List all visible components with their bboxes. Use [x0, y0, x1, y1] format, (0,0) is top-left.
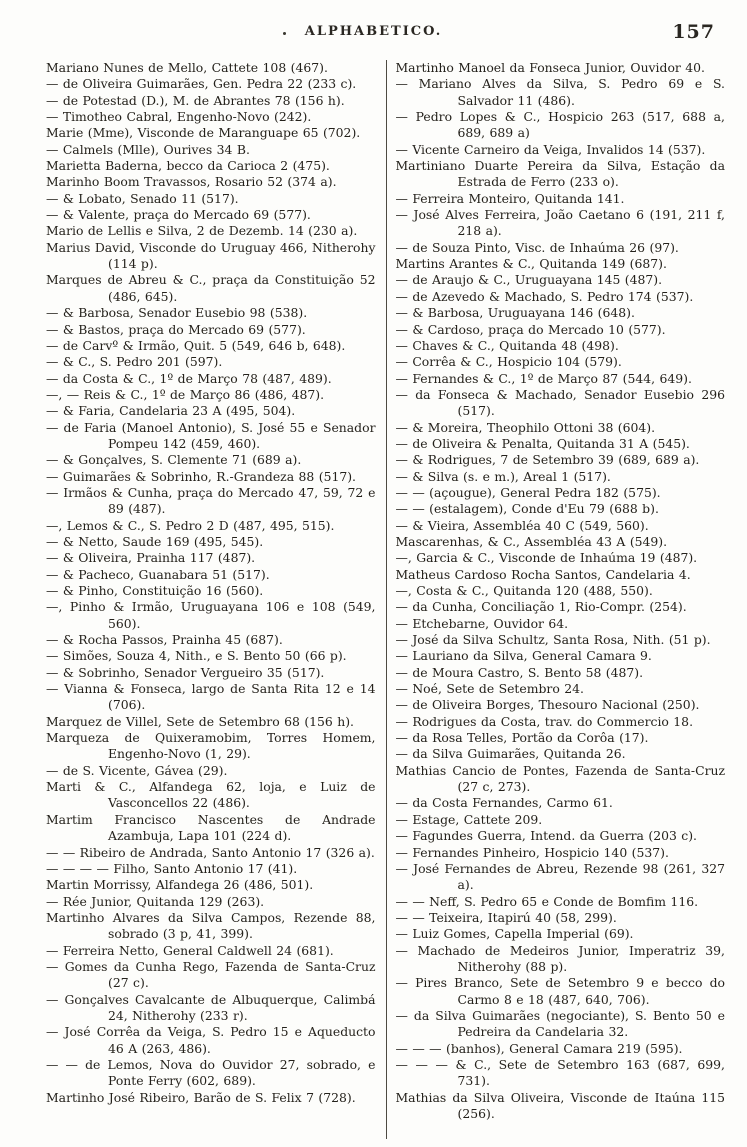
directory-entry: — & Moreira, Theophilo Ottoni 38 (604).	[395, 419, 656, 435]
directory-entry: — Pedro Lopes & C., Hospicio 263 (517, 688 a, 689, 689 a)	[395, 109, 725, 141]
directory-entry: Marietta Baderna, becco da Carioca 2 (475).	[46, 158, 330, 174]
directory-entry: — — Teixeira, Itapirú 40 (58, 299).	[395, 909, 617, 925]
directory-entry: — & Rocha Passos, Prainha 45 (687).	[46, 632, 283, 648]
directory-entry: — de Faria (Manoel Antonio), S. José 55 e Senador Pompeu 142 (459, 460).	[46, 419, 376, 451]
directory-entry: — Rée Junior, Quitanda 129 (263).	[46, 893, 265, 909]
directory-entry: — Ferreira Monteiro, Quitanda 141.	[395, 190, 625, 206]
directory-entry: — Fagundes Guerra, Intend. da Guerra (203 c).	[395, 828, 697, 844]
directory-entry: Marinho Boom Travassos, Rosario 52 (374 a).	[46, 174, 337, 190]
directory-entry: — Ferreira Netto, General Caldwell 24 (681).	[46, 942, 334, 958]
directory-column-left	[46, 60, 386, 1139]
directory-column-right	[386, 60, 726, 1139]
directory-entry: — — — & C., Sete de Setembro 163 (687, 699, 731).	[395, 1056, 725, 1089]
directory-entry: — José Alves Ferreira, João Caetano 6 (191, 211 f, 218 a).	[395, 207, 725, 239]
directory-entry: — & Oliveira, Prainha 117 (487).	[46, 550, 256, 566]
directory-entry: Martinho Alvares da Silva Campos, Rezende 88, sobrado (3 p, 41, 399).	[46, 909, 376, 942]
directory-entry: — & Bastos, praça do Mercado 69 (577).	[46, 321, 306, 337]
directory-entry: — Vianna & Fonseca, largo de Santa Rita 12 e 14 (706).	[46, 681, 376, 713]
directory-entry: — — de Lemos, Nova do Ouvidor 27, sobrado, e Ponte Ferry (602, 689).	[46, 1056, 376, 1089]
directory-entry: — & C., S. Pedro 201 (597).	[46, 354, 223, 370]
directory-entry: — & Cardoso, praça do Mercado 10 (577).	[395, 321, 666, 337]
directory-entry: — & Sobrinho, Senador Vergueiro 35 (517).	[46, 664, 325, 680]
directory-entry: — Fernandes Pinheiro, Hospicio 140 (537).	[395, 844, 669, 860]
directory-entry: — Guimarães & Sobrinho, R.-Grandeza 88 (517).	[46, 468, 357, 484]
directory-entry: Martinho Manoel da Fonseca Junior, Ouvidor 40.	[395, 60, 705, 75]
directory-entry: — Chaves & C., Quitanda 48 (498).	[395, 337, 619, 353]
directory-entry: — & Barbosa, Uruguayana 146 (648).	[395, 305, 635, 321]
directory-entry: — da Fonseca & Machado, Senador Eusebio 296 (517).	[395, 386, 725, 419]
directory-entry: —, Pinho & Irmão, Uruguayana 106 e 108 (549, 560).	[46, 599, 376, 631]
directory-entry: — José da Silva Schultz, Santa Rosa, Nith. (51 p).	[395, 632, 711, 648]
directory-entry: — José Corrêa da Veiga, S. Pedro 15 e Aqueducto 46 A (263, 486).	[46, 1024, 376, 1056]
directory-entry: Marius David, Visconde do Uruguay 466, Nitherohy (114 p).	[46, 239, 376, 272]
directory-entry: —, Costa & C., Quitanda 120 (488, 550).	[395, 583, 653, 598]
directory-entry: — Calmels (Mlle), Ourives 34 B.	[46, 141, 250, 157]
page-number: 157	[672, 21, 715, 43]
directory-entry: — de Oliveira Guimarães, Gen. Pedra 22 (233 c).	[46, 76, 357, 92]
directory-entry: — de Oliveira Borges, Thesouro Nacional (250).	[395, 697, 700, 713]
directory-entry: — — (açougue), General Pedra 182 (575).	[395, 484, 661, 500]
directory-entry: — Simões, Souza 4, Nith., e S. Bento 50 (66 p).	[46, 648, 347, 664]
directory-entry: —, — Reis & C., 1º de Março 86 (486, 487).	[46, 386, 325, 402]
directory-entry: — da Cunha, Conciliação 1, Rio-Compr. (254).	[395, 599, 687, 615]
directory-entry: — Corrêa & C., Hospicio 104 (579).	[395, 354, 622, 370]
directory-entry: — da Silva Guimarães (negociante), S. Bento 50 e Pedreira da Candelaria 32.	[395, 1007, 725, 1040]
directory-entry: — Irmãos & Cunha, praça do Mercado 47, 59, 72 e 89 (487).	[46, 484, 376, 517]
directory-entry: — de Moura Castro, S. Bento 58 (487).	[395, 664, 644, 680]
directory-entry: Mathias Cancio de Pontes, Fazenda de Santa-Cruz (27 c, 273).	[395, 762, 725, 795]
directory-entry: —, Lemos & C., S. Pedro 2 D (487, 495, 515).	[46, 517, 335, 533]
directory-entry: — da Costa & C., 1º de Março 78 (487, 489).	[46, 370, 332, 386]
directory-entry: — de Azevedo & Machado, S. Pedro 174 (537).	[395, 288, 694, 304]
directory-entry: — — — — Filho, Santo Antonio 17 (41).	[46, 860, 298, 876]
directory-entry: Mario de Lellis e Silva, 2 de Dezemb. 14 (230 a).	[46, 223, 358, 239]
directory-entry: — Vicente Carneiro da Veiga, Invalidos 14 (537).	[395, 141, 706, 157]
directory-entry: Martins Arantes & C., Quitanda 149 (687).	[395, 256, 667, 272]
directory-entry: — da Silva Guimarães, Quitanda 26.	[395, 746, 626, 762]
directory-entry: — Pires Branco, Sete de Setembro 9 e becco do Carmo 8 e 18 (487, 640, 706).	[395, 975, 725, 1007]
directory-entry: — Estage, Cattete 209.	[395, 811, 543, 827]
directory-entry: Matheus Cardoso Rocha Santos, Candelaria 4.	[395, 566, 691, 582]
directory-columns	[46, 60, 725, 1139]
directory-entry: — Lauriano da Silva, General Camara 9.	[395, 648, 652, 664]
directory-entry: — Machado de Medeiros Junior, Imperatriz 39, Nitherohy (88 p).	[395, 942, 725, 974]
directory-entry: Martiniano Duarte Pereira da Silva, Estação da Estrada de Ferro (233 o).	[395, 158, 725, 190]
directory-entry: Mathias da Silva Oliveira, Visconde de Itaúna 115 (256).	[395, 1089, 725, 1121]
directory-entry: — & Rodrigues, 7 de Setembro 39 (689, 689 a).	[395, 452, 700, 468]
directory-entry: Mariano Nunes de Mello, Cattete 108 (467).	[46, 60, 328, 75]
directory-entry: — — Ribeiro de Andrada, Santo Antonio 17 (326 a).	[46, 844, 375, 860]
running-head	[0, 21, 747, 48]
directory-entry: Marti & C., Alfandega 62, loja, e Luiz de Vasconcellos 22 (486).	[46, 779, 376, 811]
directory-entry: — de Carvº & Irmão, Quit. 5 (549, 646 b, 648).	[46, 337, 346, 353]
directory-entry: —, Garcia & C., Visconde de Inhaúma 19 (487).	[395, 550, 698, 566]
directory-entry: Martin Morrissy, Alfandega 26 (486, 501).	[46, 877, 314, 893]
directory-entry: — Gonçalves Cavalcante de Albuquerque, Calimbá 24, Nitherohy (233 r).	[46, 991, 376, 1023]
directory-entry: — & Netto, Saude 169 (495, 545).	[46, 533, 264, 549]
directory-entry: — & Pinho, Constituição 16 (560).	[46, 583, 264, 598]
directory-entry: Marques de Abreu & C., praça da Constituição 52 (486, 645).	[46, 272, 376, 304]
directory-entry: — de Souza Pinto, Visc. de Inhaúma 26 (97).	[395, 239, 679, 255]
directory-entry: — Luiz Gomes, Capella Imperial (69).	[395, 926, 634, 942]
directory-entry: — Noé, Sete de Setembro 24.	[395, 681, 584, 697]
directory-entry: — & Vieira, Assembléa 40 C (549, 560).	[395, 517, 649, 533]
directory-entry: — & Valente, praça do Mercado 69 (577).	[46, 207, 311, 223]
directory-entry: — da Costa Fernandes, Carmo 61.	[395, 795, 613, 811]
directory-entry: — Etchebarne, Ouvidor 64.	[395, 615, 569, 631]
directory-entry: Martinho José Ribeiro, Barão de S. Felix 7 (728).	[46, 1089, 356, 1105]
directory-entry: Marquez de Villel, Sete de Setembro 68 (156 h).	[46, 713, 354, 729]
directory-entry: — de Oliveira & Penalta, Quitanda 31 A (545).	[395, 435, 690, 451]
directory-entry: — José Fernandes de Abreu, Rezende 98 (261, 327 a).	[395, 860, 725, 893]
directory-entry: — Rodrigues da Costa, trav. do Commercio 18.	[395, 713, 694, 729]
directory-entry: — & Pacheco, Guanabara 51 (517).	[46, 566, 270, 582]
directory-entry: — Fernandes & C., 1º de Março 87 (544, 649).	[395, 370, 692, 386]
directory-entry: — Gomes da Cunha Rego, Fazenda de Santa-Cruz (27 c).	[46, 958, 376, 991]
directory-entry: — — — (banhos), General Camara 219 (595).	[395, 1040, 683, 1056]
directory-entry: — & Silva (s. e m.), Areal 1 (517).	[395, 468, 611, 484]
directory-entry: — de Araujo & C., Uruguayana 145 (487).	[395, 272, 663, 288]
directory-entry: Mascarenhas, & C., Assembléa 43 A (549).	[395, 533, 668, 549]
directory-entry: — & Faria, Candelaria 23 A (495, 504).	[46, 403, 296, 419]
page-title: ALPHABETICO.	[304, 24, 443, 39]
directory-entry: — & Barbosa, Senador Eusebio 98 (538).	[46, 305, 308, 321]
directory-entry: Martim Francisco Nascentes de Andrade Azambuja, Lapa 101 (224 d).	[46, 811, 376, 844]
directory-entry: — & Gonçalves, S. Clemente 71 (689 a).	[46, 452, 302, 468]
directory-entry: — da Rosa Telles, Portão da Corôa (17).	[395, 730, 649, 746]
directory-entry: — Mariano Alves da Silva, S. Pedro 69 e S. Salvador 11 (486).	[395, 76, 725, 108]
directory-entry: Marie (Mme), Visconde de Maranguape 65 (702).	[46, 125, 361, 141]
directory-entry: Marqueza de Quixeramobim, Torres Homem, Engenho-Novo (1, 29).	[46, 730, 376, 762]
directory-entry: — — (estalagem), Conde d'Eu 79 (688 b).	[395, 501, 659, 517]
directory-entry: — Timotheo Cabral, Engenho-Novo (242).	[46, 109, 312, 125]
directory-entry: — de S. Vicente, Gávea (29).	[46, 762, 228, 778]
directory-entry: — & Lobato, Senado 11 (517).	[46, 190, 239, 206]
directory-entry: — de Potestad (D.), M. de Abrantes 78 (156 h).	[46, 92, 345, 108]
directory-entry: — — Neff, S. Pedro 65 e Conde de Bomfim 116.	[395, 893, 699, 909]
